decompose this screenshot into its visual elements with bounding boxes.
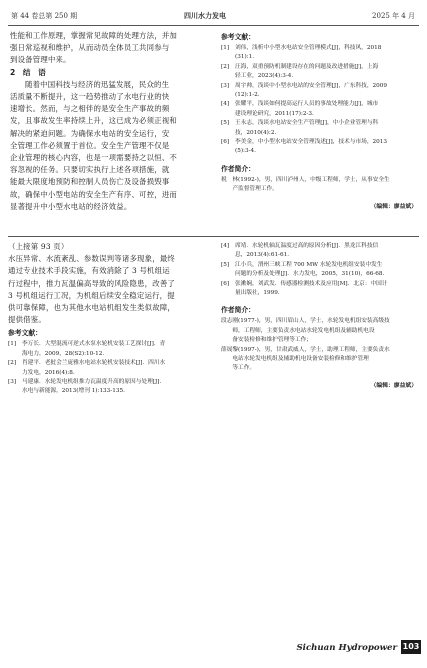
reference-number: [4] [221, 243, 230, 249]
body-line: 全管理工作必须置于首位。安全生产管理不仅是 [10, 140, 170, 150]
references-heading: 参考文献： [8, 329, 42, 338]
author-heading: 作者简介： [221, 164, 255, 173]
body-line: 故，确保中小型电站的安全生产有序、可控，进而 [10, 189, 177, 199]
body-line: 3 号机组运行工况，为机组后续安全稳定运行，提 [8, 290, 175, 300]
top-right-column [221, 31, 417, 210]
body-line: 供可靠保障，也为其他水电站机组发生类似故障， [8, 303, 175, 313]
body-line: 显著提升中小型水电站的经济效益。 [10, 201, 132, 211]
body-line: 随着中国科技与经济的迅猛发展，民众的生 [25, 79, 170, 89]
reference-item [8, 359, 212, 378]
reference-number: [5] [221, 120, 230, 127]
section-divider [8, 236, 419, 237]
reference-text: 汪海，双重预防机制建设存在的问题及改进措施[J]，上海 轻工业，2023(4):3-4. [235, 63, 379, 80]
reference-item [221, 242, 417, 261]
reference-item [221, 63, 417, 82]
body-line: 速增长。然而，与之相伴的是安全生产事故的频 [10, 104, 170, 114]
author-heading: 作者简介： [221, 306, 255, 315]
reference-number: [3] [221, 82, 230, 89]
reference-text: 张漱娴，刘武发．传感器检测技术及应用[M]．北京：中国计 量出版社，1999. [235, 280, 388, 297]
editor-note: （编辑：廖益斌） [370, 382, 417, 389]
reference-number: [2] [8, 360, 17, 367]
body-line: 解决的紧迫问题。为确保水电站的安全运行，安 [10, 128, 170, 138]
reference-number: [1] [8, 341, 17, 348]
journal-issue: 第 44 卷总第 250 期 [11, 12, 78, 20]
reference-item [221, 100, 417, 119]
page-number: 103 [401, 640, 421, 654]
reference-text: 席靖．水轮机轴瓦温度过高的原因分析[J]．黑龙江科技信 息，2013(4):61-61. [235, 243, 379, 259]
reference-text: 张耀平，浅谈如何提高运行人员的事故处理能力[J]，城市 建设理论研究，2011(17):2-3. [235, 101, 379, 117]
body-line: 强日常巡视和维护，从而动员全体员工共同参与 [10, 43, 170, 53]
body-line: 活质量不断提升，这一趋势推动了水电行业的快 [10, 92, 170, 102]
reference-text: 肖建平．老挝会兰庞雅水电站水轮机安装技术[J]．四川水 力发电，2016(4):8. [22, 360, 166, 376]
reference-item [221, 119, 417, 138]
body-line: 容忽视的任务。只要切实执行上述各项措施，就 [10, 165, 170, 175]
reference-number: [5] [221, 261, 230, 268]
reference-text: 李美金，中小型水电站安全管理浅述[J]，技术与市场，2013 (5):3-4. [235, 139, 388, 155]
bottom-right-column [221, 242, 417, 389]
reference-number: [4] [221, 101, 230, 108]
body-line: 性能和工作原理，掌握常见故障的处理方法，并加 [10, 31, 177, 40]
body-line: 水压异常、水流紊乱、参数误判等诸多现象，最终 [8, 254, 175, 264]
reference-text: 刘伟，浅析中小型水电站安全管理模式[J]，科技风，2018 (31):1. [235, 45, 382, 61]
reference-item [221, 82, 417, 101]
body-line: 能最大限度地预防和控制人员伤亡及设备损毁事 [10, 177, 170, 187]
footer-brand: Sichuan Hydropower [296, 643, 397, 653]
reference-item [221, 138, 417, 157]
reference-text: 王永志，浅谈水电站安全生产管理[J]，中小企业管理与科 技，2010(4):2. [235, 120, 379, 136]
reference-text: 江小兵，渭州三峡工程 700 MW 水轮发电机组安装中发生 问题的分析及处理[J]．水力发电，2005，31(10)，66-68. [235, 261, 385, 278]
journal-name: 四川水力发电 [184, 12, 226, 20]
reference-text: 马建康．水轮发电机组推力瓦温度升高的原因与处理[J]． 水电与新能源，2013(增刊 1):133-135. [22, 379, 166, 395]
section-heading: 2 结 语 [10, 67, 46, 77]
body-line: 行过程中，推力瓦温偏高导致的风险隐患，改善了 [8, 278, 175, 288]
reference-text: 李万长．大型混流可逆式水泵水轮机安装工艺探讨[J]．青 海电力，2009，28(S2):10-12. [22, 341, 166, 357]
reference-item [221, 261, 417, 280]
body-line: 到设备管理中来。 [10, 55, 71, 65]
top-left-column [10, 30, 210, 213]
body-line: 发，且事故发生率持续上升，这已成为必须正视和 [10, 116, 177, 126]
bottom-left-column [8, 241, 212, 397]
reference-item [221, 44, 417, 63]
reference-item [8, 340, 212, 359]
reference-number: [6] [221, 139, 230, 146]
reference-number: [6] [221, 280, 230, 287]
reference-number: [1] [221, 45, 230, 51]
reference-number: [2] [221, 63, 230, 70]
reference-item [221, 280, 417, 299]
body-line: 通过专业技术手段实施，有效消除了 3 号机组运 [8, 266, 170, 276]
reference-text: 周宇帅，浅谈中小型水电站的安全管理[J]，广东科技，2009 (12):1-2. [235, 82, 388, 99]
reference-item [8, 378, 212, 397]
issue-date: 2025 年 4 月 [372, 12, 415, 20]
header-rule [8, 25, 419, 26]
body-line: 提供借鉴。 [8, 315, 46, 325]
author-bio: 税 林(1992-)，男，四川泸州人，中级工程师，学士，从事安全生 产监督管理工作。 [221, 176, 390, 193]
body-line: 企业管理的核心内容，也是一项需要持之以恒、不 [10, 153, 177, 163]
editor-note: （编辑：廖益斌） [370, 203, 417, 210]
continuation-note: （上接第 93 页） [8, 242, 69, 251]
author-bio: 段志刚(1977-)，男，四川眉山人，学士，水轮发电机组安装高级技 师，工程师，主要负责水电站水轮发电机组及辅助机电设 备安装检修和维护管理等工作； 薛晟黎(1997-)，男，甘肃武威人，学士，助理工程师，主要负责水 电站水轮发电机组及辅助机电设备安装检修和维护管理 等工作。 [221, 318, 390, 372]
references-heading: 参考文献： [221, 33, 255, 41]
reference-number: [3] [8, 379, 17, 386]
